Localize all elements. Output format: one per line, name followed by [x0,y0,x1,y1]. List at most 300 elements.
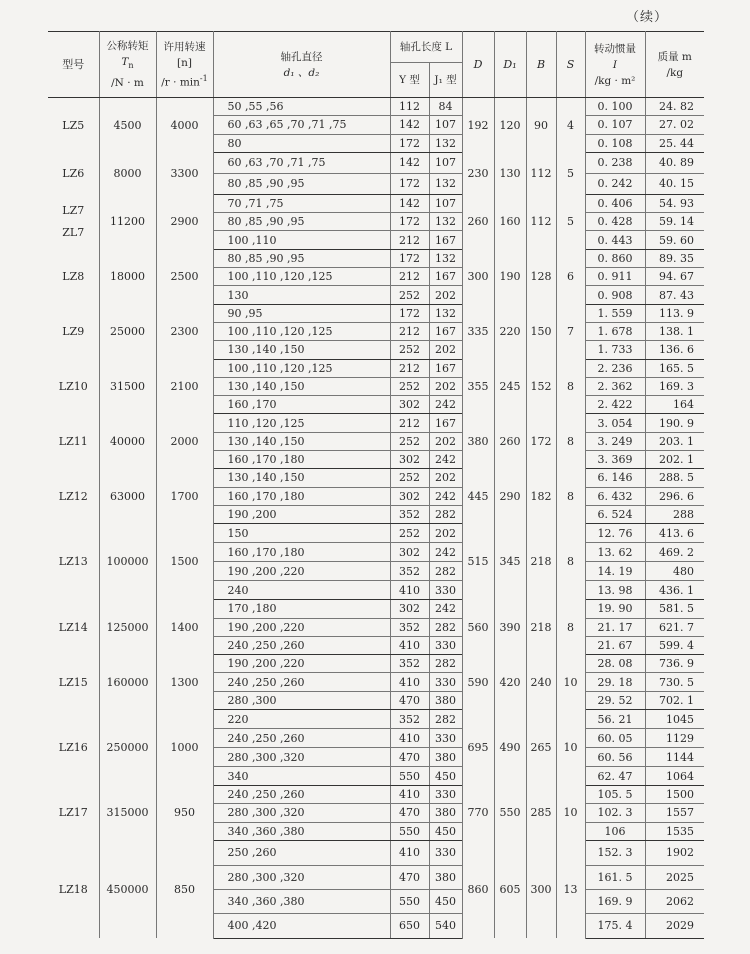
speed-cell: 2500 [156,249,213,304]
inertia-cell: 0. 908 [585,286,645,304]
table-row [48,710,704,729]
diameter-cell: 280 ,300 [213,691,390,709]
inertia-cell: 0. 911 [585,268,645,286]
S-cell: 4 [556,98,585,153]
length-j1-cell: 202 [429,341,462,359]
torque-cell: 11200 [99,194,156,249]
diameter-cell: 240 ,250 ,260 [213,786,390,804]
S-cell: 10 [556,655,585,710]
continued-label: （续） [625,10,668,25]
mass-cell: 413. 6 [645,524,704,543]
length-y-cell: 302 [390,487,429,505]
table-row [48,600,704,618]
length-j1-cell: 84 [429,98,462,116]
length-j1-cell: 202 [429,432,462,450]
diameter-cell: 240 [213,581,390,600]
diameter-cell: 100 ,110 ,120 ,125 [213,322,390,340]
diameter-cell: 160 ,170 ,180 [213,451,390,469]
length-j1-cell: 380 [429,691,462,709]
speed-cell: 2900 [156,194,213,249]
length-j1-cell: 167 [429,414,462,432]
torque-cell: 25000 [99,304,156,359]
diameter-cell: 280 ,300 ,320 [213,804,390,822]
torque-cell: 63000 [99,469,156,524]
length-y-cell: 410 [390,840,429,865]
length-j1-cell: 132 [429,213,462,231]
length-y-cell: 470 [390,865,429,889]
model-cell: LZ6 [48,152,99,194]
length-j1-cell: 167 [429,231,462,249]
length-j1-cell: 132 [429,304,462,322]
length-j1-cell: 107 [429,116,462,134]
torque-cell: 4500 [99,98,156,153]
length-y-cell: 302 [390,451,429,469]
mass-cell: 59. 60 [645,231,704,249]
B-cell: 112 [526,152,556,194]
diameter-cell: 80 ,85 ,90 ,95 [213,173,390,194]
B-cell: 300 [526,840,556,938]
diameter-cell: 160 ,170 [213,396,390,414]
model-cell: LZ17 [48,786,99,841]
length-y-cell: 172 [390,304,429,322]
length-j1-cell: 540 [429,913,462,938]
mass-cell: 1045 [645,710,704,729]
B-cell: 182 [526,469,556,524]
length-j1-cell: 202 [429,469,462,487]
torque-cell: 40000 [99,414,156,469]
mass-cell: 165. 5 [645,359,704,377]
inertia-cell: 1. 559 [585,304,645,322]
diameter-cell: 340 ,360 ,380 [213,889,390,913]
length-y-cell: 352 [390,655,429,673]
B-cell: 112 [526,194,556,249]
mass-cell: 54. 93 [645,194,704,212]
length-y-cell: 212 [390,414,429,432]
diameter-cell: 280 ,300 ,320 [213,865,390,889]
mass-cell: 621. 7 [645,618,704,636]
length-y-cell: 212 [390,268,429,286]
mass-cell: 1064 [645,767,704,786]
diameter-cell: 130 ,140 ,150 [213,432,390,450]
mass-cell: 2029 [645,913,704,938]
length-y-cell: 410 [390,786,429,804]
length-y-cell: 302 [390,600,429,618]
length-y-cell: 352 [390,505,429,523]
length-j1-cell: 167 [429,359,462,377]
B-cell: 240 [526,655,556,710]
torque-cell: 315000 [99,786,156,841]
inertia-cell: 21. 67 [585,636,645,654]
length-j1-cell: 330 [429,636,462,654]
inertia-cell: 6. 524 [585,505,645,523]
length-j1-cell: 132 [429,173,462,194]
inertia-cell: 0. 242 [585,173,645,194]
length-y-cell: 302 [390,543,429,562]
mass-cell: 1557 [645,804,704,822]
mass-cell: 436. 1 [645,581,704,600]
inertia-cell: 0. 108 [585,134,645,152]
length-j1-cell: 202 [429,286,462,304]
length-y-cell: 302 [390,396,429,414]
length-y-cell: 172 [390,213,429,231]
S-cell: 5 [556,194,585,249]
model-cell: LZ13 [48,524,99,600]
D1-cell: 260 [494,414,526,469]
length-y-cell: 172 [390,134,429,152]
length-j1-cell: 202 [429,377,462,395]
table-row [48,414,704,432]
inertia-cell: 14. 19 [585,562,645,581]
torque-cell: 450000 [99,840,156,938]
S-cell: 8 [556,600,585,655]
diameter-cell: 160 ,170 ,180 [213,543,390,562]
inertia-cell: 1. 678 [585,322,645,340]
inertia-cell: 21. 17 [585,618,645,636]
mass-cell: 599. 4 [645,636,704,654]
S-cell: 8 [556,524,585,600]
S-cell: 8 [556,469,585,524]
mass-cell: 59. 14 [645,213,704,231]
length-j1-cell: 282 [429,562,462,581]
length-j1-cell: 282 [429,618,462,636]
speed-cell: 3300 [156,152,213,194]
inertia-cell: 169. 9 [585,889,645,913]
length-y-cell: 172 [390,173,429,194]
inertia-cell: 19. 90 [585,600,645,618]
mass-cell: 469. 2 [645,543,704,562]
model-cell: LZ8 [48,249,99,304]
D-cell: 355 [462,359,494,414]
mass-cell: 202. 1 [645,451,704,469]
length-y-cell: 352 [390,562,429,581]
S-cell: 10 [556,710,585,786]
D-cell: 770 [462,786,494,841]
inertia-cell: 1. 733 [585,341,645,359]
torque-cell: 250000 [99,710,156,786]
torque-cell: 8000 [99,152,156,194]
length-j1-cell: 282 [429,655,462,673]
table-row [48,152,704,173]
length-j1-cell: 202 [429,524,462,543]
diameter-cell: 60 ,63 ,65 ,70 ,71 ,75 [213,116,390,134]
mass-cell: 94. 67 [645,268,704,286]
inertia-cell: 3. 369 [585,451,645,469]
diameter-cell: 340 ,360 ,380 [213,822,390,840]
model-cell: LZ12 [48,469,99,524]
header-torque: 公称转矩 $T_n$ /N · m [99,32,156,98]
mass-cell: 40. 15 [645,173,704,194]
model-cell: LZ9 [48,304,99,359]
speed-cell: 2000 [156,414,213,469]
mass-cell: 288. 5 [645,469,704,487]
header-length: 轴孔长度 L [390,32,462,63]
length-j1-cell: 282 [429,505,462,523]
D-cell: 560 [462,600,494,655]
model-cell: LZ11 [48,414,99,469]
length-y-cell: 142 [390,116,429,134]
inertia-cell: 6. 146 [585,469,645,487]
diameter-cell: 400 ,420 [213,913,390,938]
length-j1-cell: 242 [429,600,462,618]
table-row [48,98,704,116]
torque-cell: 100000 [99,524,156,600]
header-len-y: Y 型 [390,63,429,98]
model-cell: LZ5 [48,98,99,153]
table-row [48,469,704,487]
speed-cell: 850 [156,840,213,938]
inertia-cell: 161. 5 [585,865,645,889]
mass-cell: 1535 [645,822,704,840]
inertia-cell: 0. 860 [585,249,645,267]
B-cell: 90 [526,98,556,153]
torque-cell: 125000 [99,600,156,655]
inertia-cell: 2. 362 [585,377,645,395]
diameter-cell: 70 ,71 ,75 [213,194,390,212]
diameter-cell: 90 ,95 [213,304,390,322]
length-j1-cell: 242 [429,487,462,505]
D1-cell: 345 [494,524,526,600]
length-y-cell: 470 [390,748,429,767]
length-j1-cell: 450 [429,889,462,913]
diameter-cell: 240 ,250 ,260 [213,636,390,654]
speed-cell: 2100 [156,359,213,414]
inertia-cell: 13. 98 [585,581,645,600]
diameter-cell: 110 ,120 ,125 [213,414,390,432]
D-cell: 260 [462,194,494,249]
length-y-cell: 252 [390,524,429,543]
diameter-cell: 340 [213,767,390,786]
diameter-cell: 190 ,200 [213,505,390,523]
speed-cell: 1000 [156,710,213,786]
length-y-cell: 352 [390,618,429,636]
inertia-cell: 13. 62 [585,543,645,562]
length-j1-cell: 380 [429,865,462,889]
B-cell: 285 [526,786,556,841]
diameter-cell: 80 ,85 ,90 ,95 [213,249,390,267]
length-j1-cell: 330 [429,840,462,865]
torque-cell: 31500 [99,359,156,414]
length-j1-cell: 242 [429,543,462,562]
length-j1-cell: 450 [429,822,462,840]
length-y-cell: 650 [390,913,429,938]
header-S: S [556,32,585,98]
D-cell: 515 [462,524,494,600]
diameter-cell: 100 ,110 ,120 ,125 [213,359,390,377]
length-j1-cell: 167 [429,268,462,286]
torque-cell: 18000 [99,249,156,304]
model-cell: LZ15 [48,655,99,710]
inertia-cell: 0. 443 [585,231,645,249]
D1-cell: 190 [494,249,526,304]
inertia-cell: 2. 236 [585,359,645,377]
D1-cell: 245 [494,359,526,414]
length-j1-cell: 242 [429,396,462,414]
D1-cell: 420 [494,655,526,710]
B-cell: 128 [526,249,556,304]
mass-cell: 203. 1 [645,432,704,450]
header-len-j1: J₁ 型 [429,63,462,98]
table-row [48,304,704,322]
D-cell: 380 [462,414,494,469]
speed-cell: 1400 [156,600,213,655]
diameter-cell: 130 ,140 ,150 [213,341,390,359]
S-cell: 13 [556,840,585,938]
table-row [48,786,704,804]
inertia-cell: 0. 428 [585,213,645,231]
mass-cell: 1902 [645,840,704,865]
length-j1-cell: 107 [429,152,462,173]
header-B: B [526,32,556,98]
length-j1-cell: 380 [429,748,462,767]
length-y-cell: 252 [390,377,429,395]
model-cell: LZ16 [48,710,99,786]
diameter-cell: 250 ,260 [213,840,390,865]
D1-cell: 130 [494,152,526,194]
diameter-cell: 100 ,110 ,120 ,125 [213,268,390,286]
mass-cell: 24. 82 [645,98,704,116]
mass-cell: 1144 [645,748,704,767]
coupling-spec-table [48,31,704,939]
header-inertia: 转动惯量 I /kg · m² [585,32,645,98]
inertia-cell: 0. 238 [585,152,645,173]
D-cell: 300 [462,249,494,304]
length-y-cell: 470 [390,691,429,709]
inertia-cell: 29. 18 [585,673,645,691]
diameter-cell: 80 [213,134,390,152]
diameter-cell: 190 ,200 ,220 [213,655,390,673]
speed-cell: 1300 [156,655,213,710]
diameter-cell: 190 ,200 ,220 [213,562,390,581]
diameter-cell: 130 [213,286,390,304]
S-cell: 7 [556,304,585,359]
table-row [48,249,704,267]
length-j1-cell: 132 [429,249,462,267]
header-model: 型号 [48,32,99,98]
length-j1-cell: 330 [429,581,462,600]
D1-cell: 490 [494,710,526,786]
D-cell: 860 [462,840,494,938]
B-cell: 152 [526,359,556,414]
mass-cell: 169. 3 [645,377,704,395]
mass-cell: 89. 35 [645,249,704,267]
mass-cell: 1129 [645,729,704,748]
inertia-cell: 0. 406 [585,194,645,212]
D1-cell: 160 [494,194,526,249]
length-y-cell: 252 [390,469,429,487]
inertia-cell: 105. 5 [585,786,645,804]
mass-cell: 480 [645,562,704,581]
mass-cell: 702. 1 [645,691,704,709]
B-cell: 218 [526,600,556,655]
header-D1: D₁ [494,32,526,98]
D1-cell: 120 [494,98,526,153]
length-y-cell: 410 [390,636,429,654]
header-speed: 许用转速 [n] $/r \cdot \min^{-1}$ [156,32,213,98]
speed-cell: 2300 [156,304,213,359]
length-y-cell: 212 [390,359,429,377]
mass-cell: 164 [645,396,704,414]
diameter-cell: 100 ,110 [213,231,390,249]
mass-cell: 138. 1 [645,322,704,340]
length-j1-cell: 167 [429,322,462,340]
inertia-cell: 60. 05 [585,729,645,748]
inertia-cell: 2. 422 [585,396,645,414]
length-y-cell: 410 [390,729,429,748]
inertia-cell: 0. 100 [585,98,645,116]
mass-cell: 2025 [645,865,704,889]
length-y-cell: 112 [390,98,429,116]
length-y-cell: 142 [390,194,429,212]
header-diameter: 轴孔直径 d₁ 、d₂ [213,32,390,98]
B-cell: 150 [526,304,556,359]
model-cell: LZ10 [48,359,99,414]
length-y-cell: 252 [390,432,429,450]
B-cell: 265 [526,710,556,786]
model-cell: LZ14 [48,600,99,655]
S-cell: 8 [556,414,585,469]
length-j1-cell: 107 [429,194,462,212]
speed-cell: 4000 [156,98,213,153]
inertia-cell: 106 [585,822,645,840]
length-y-cell: 550 [390,822,429,840]
inertia-cell: 60. 56 [585,748,645,767]
diameter-cell: 130 ,140 ,150 [213,469,390,487]
speed-cell: 1500 [156,524,213,600]
diameter-cell: 150 [213,524,390,543]
diameter-cell: 190 ,200 ,220 [213,618,390,636]
table-row [48,194,704,212]
mass-cell: 190. 9 [645,414,704,432]
D1-cell: 550 [494,786,526,841]
length-j1-cell: 132 [429,134,462,152]
S-cell: 5 [556,152,585,194]
length-y-cell: 142 [390,152,429,173]
S-cell: 6 [556,249,585,304]
diameter-cell: 220 [213,710,390,729]
length-j1-cell: 380 [429,804,462,822]
diameter-cell: 60 ,63 ,70 ,71 ,75 [213,152,390,173]
inertia-cell: 102. 3 [585,804,645,822]
diameter-cell: 130 ,140 ,150 [213,377,390,395]
D-cell: 230 [462,152,494,194]
D1-cell: 605 [494,840,526,938]
inertia-cell: 152. 3 [585,840,645,865]
diameter-cell: 80 ,85 ,90 ,95 [213,213,390,231]
mass-cell: 27. 02 [645,116,704,134]
B-cell: 218 [526,524,556,600]
model-cell: LZ7 ZL7 [48,194,99,249]
table-row [48,840,704,865]
inertia-cell: 6. 432 [585,487,645,505]
mass-cell: 730. 5 [645,673,704,691]
length-y-cell: 470 [390,804,429,822]
torque-cell: 160000 [99,655,156,710]
mass-cell: 288 [645,505,704,523]
D1-cell: 220 [494,304,526,359]
speed-cell: 950 [156,786,213,841]
inertia-cell: 29. 52 [585,691,645,709]
length-y-cell: 550 [390,889,429,913]
length-y-cell: 550 [390,767,429,786]
length-y-cell: 212 [390,322,429,340]
D1-cell: 290 [494,469,526,524]
diameter-cell: 280 ,300 ,320 [213,748,390,767]
inertia-cell: 3. 249 [585,432,645,450]
mass-cell: 2062 [645,889,704,913]
length-y-cell: 212 [390,231,429,249]
S-cell: 10 [556,786,585,841]
D-cell: 335 [462,304,494,359]
